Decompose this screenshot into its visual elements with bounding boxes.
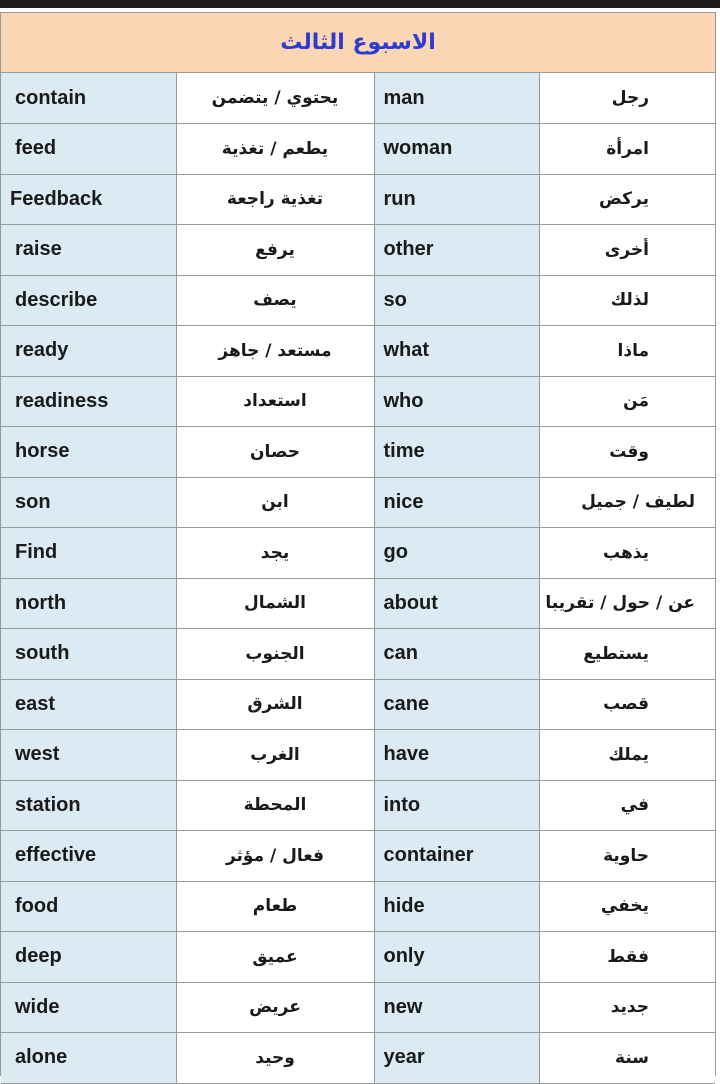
- arabic-meaning-right: مَن: [539, 376, 715, 427]
- table-row: [1, 477, 715, 528]
- english-word-right: year: [374, 1033, 539, 1084]
- english-word-right: time: [374, 427, 539, 478]
- english-word-right: woman: [374, 124, 539, 175]
- english-word-left: describe: [1, 275, 176, 326]
- table-row: [1, 124, 715, 175]
- english-word-left: ready: [1, 326, 176, 377]
- english-word-left: son: [1, 477, 176, 528]
- arabic-meaning-left: وحيد: [176, 1033, 374, 1084]
- english-word-right: who: [374, 376, 539, 427]
- arabic-meaning-left: يرفع: [176, 225, 374, 276]
- english-word-right: run: [374, 174, 539, 225]
- arabic-meaning-right: سنة: [539, 1033, 715, 1084]
- arabic-meaning-left: عريض: [176, 982, 374, 1033]
- english-word-left: effective: [1, 831, 176, 882]
- english-word-left: feed: [1, 124, 176, 175]
- arabic-meaning-left: ابن: [176, 477, 374, 528]
- english-word-left: wide: [1, 982, 176, 1033]
- arabic-meaning-left: تغذية راجعة: [176, 174, 374, 225]
- english-word-left: alone: [1, 1033, 176, 1084]
- english-word-left: Feedback: [1, 174, 176, 225]
- english-word-left: west: [1, 730, 176, 781]
- english-word-left: north: [1, 578, 176, 629]
- sheet-title: الاسبوع الثالث: [280, 30, 436, 55]
- english-word-right: new: [374, 982, 539, 1033]
- arabic-meaning-right: وقت: [539, 427, 715, 478]
- arabic-meaning-left: الغرب: [176, 730, 374, 781]
- arabic-meaning-right: لطيف / جميل: [539, 477, 715, 528]
- english-word-right: so: [374, 275, 539, 326]
- arabic-meaning-right: يستطيع: [539, 629, 715, 680]
- english-word-left: deep: [1, 932, 176, 983]
- arabic-meaning-left: المحطة: [176, 780, 374, 831]
- arabic-meaning-right: لذلك: [539, 275, 715, 326]
- table-row: [1, 528, 715, 579]
- table-row: [1, 73, 715, 124]
- table-row: [1, 578, 715, 629]
- vocabulary-table-body: [1, 73, 715, 1083]
- arabic-meaning-left: مستعد / جاهز: [176, 326, 374, 377]
- arabic-meaning-left: طعام: [176, 881, 374, 932]
- table-row: [1, 225, 715, 276]
- english-word-left: horse: [1, 427, 176, 478]
- english-word-right: hide: [374, 881, 539, 932]
- english-word-right: container: [374, 831, 539, 882]
- arabic-meaning-left: حصان: [176, 427, 374, 478]
- vocabulary-sheet: [0, 12, 716, 1076]
- table-row: [1, 1033, 715, 1084]
- english-word-right: nice: [374, 477, 539, 528]
- english-word-right: into: [374, 780, 539, 831]
- english-word-right: have: [374, 730, 539, 781]
- english-word-right: man: [374, 73, 539, 124]
- english-word-left: east: [1, 679, 176, 730]
- arabic-meaning-right: قصب: [539, 679, 715, 730]
- table-row: [1, 780, 715, 831]
- arabic-meaning-right: يركض: [539, 174, 715, 225]
- english-word-right: other: [374, 225, 539, 276]
- english-word-right: can: [374, 629, 539, 680]
- table-row: [1, 174, 715, 225]
- english-word-left: station: [1, 780, 176, 831]
- english-word-left: south: [1, 629, 176, 680]
- table-row: [1, 932, 715, 983]
- table-row: [1, 831, 715, 882]
- arabic-meaning-right: في: [539, 780, 715, 831]
- table-row: [1, 679, 715, 730]
- table-row: [1, 326, 715, 377]
- arabic-meaning-right: يخفي: [539, 881, 715, 932]
- english-word-right: go: [374, 528, 539, 579]
- table-row: [1, 982, 715, 1033]
- english-word-left: contain: [1, 73, 176, 124]
- top-border-bar: [0, 0, 720, 8]
- english-word-right: about: [374, 578, 539, 629]
- english-word-right: cane: [374, 679, 539, 730]
- arabic-meaning-right: عن / حول / تقريبا: [539, 578, 715, 629]
- sheet-header: [1, 12, 715, 73]
- table-row: [1, 881, 715, 932]
- arabic-meaning-left: الشمال: [176, 578, 374, 629]
- arabic-meaning-left: عميق: [176, 932, 374, 983]
- table-row: [1, 275, 715, 326]
- arabic-meaning-right: جديد: [539, 982, 715, 1033]
- arabic-meaning-right: امرأة: [539, 124, 715, 175]
- arabic-meaning-right: رجل: [539, 73, 715, 124]
- arabic-meaning-right: فقط: [539, 932, 715, 983]
- arabic-meaning-left: استعداد: [176, 376, 374, 427]
- english-word-right: what: [374, 326, 539, 377]
- arabic-meaning-left: يصف: [176, 275, 374, 326]
- arabic-meaning-left: يحتوي / يتضمن: [176, 73, 374, 124]
- arabic-meaning-right: يملك: [539, 730, 715, 781]
- table-row: [1, 376, 715, 427]
- arabic-meaning-right: حاوية: [539, 831, 715, 882]
- english-word-right: only: [374, 932, 539, 983]
- arabic-meaning-left: الجنوب: [176, 629, 374, 680]
- table-row: [1, 730, 715, 781]
- arabic-meaning-left: الشرق: [176, 679, 374, 730]
- table-row: [1, 629, 715, 680]
- vocabulary-table: [1, 73, 715, 1084]
- arabic-meaning-left: يجد: [176, 528, 374, 579]
- english-word-left: readiness: [1, 376, 176, 427]
- english-word-left: food: [1, 881, 176, 932]
- arabic-meaning-left: يطعم / تغذية: [176, 124, 374, 175]
- arabic-meaning-right: ماذا: [539, 326, 715, 377]
- arabic-meaning-right: يذهب: [539, 528, 715, 579]
- arabic-meaning-left: فعال / مؤثر: [176, 831, 374, 882]
- arabic-meaning-right: أخرى: [539, 225, 715, 276]
- table-row: [1, 427, 715, 478]
- english-word-left: raise: [1, 225, 176, 276]
- english-word-left: Find: [1, 528, 176, 579]
